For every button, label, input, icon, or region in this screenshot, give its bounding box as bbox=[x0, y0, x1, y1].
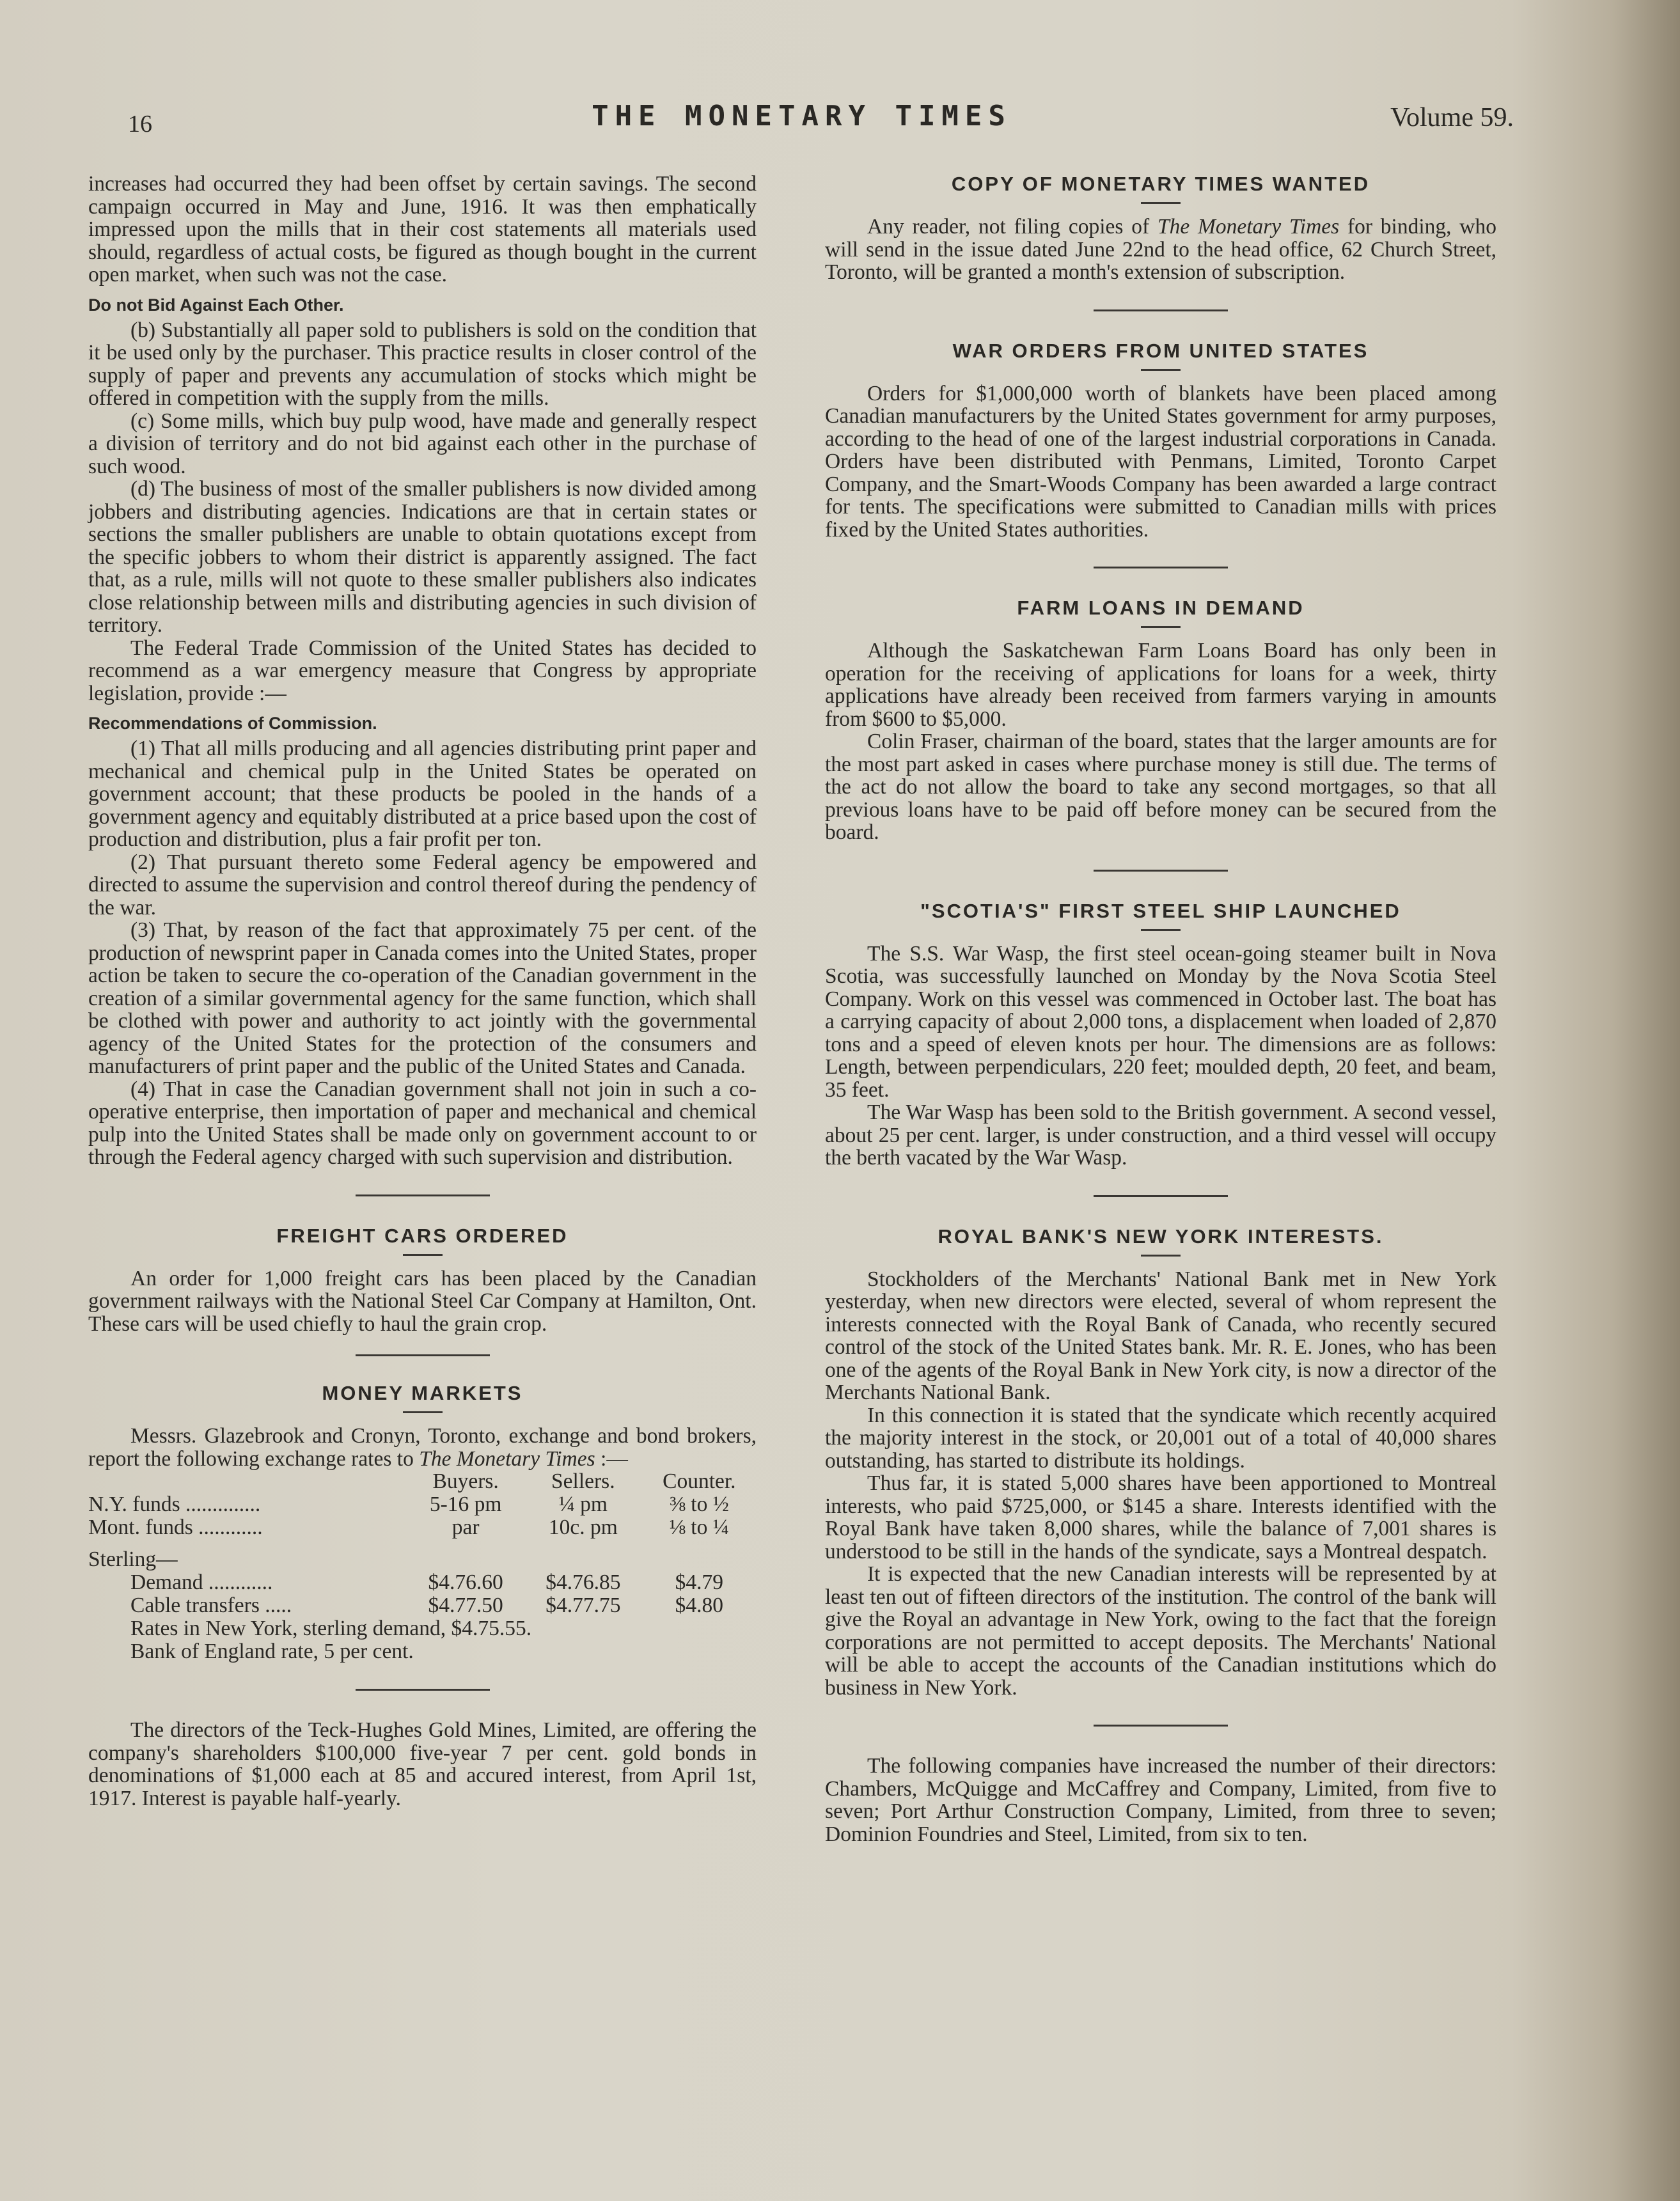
headline-rule bbox=[1141, 1255, 1181, 1257]
table-cell: $4.77.50 bbox=[428, 1594, 503, 1617]
row-label: N.Y. funds .............. bbox=[88, 1492, 261, 1516]
paragraph-d: (d) The business of most of the smaller publishers is now divided among jobbers and distributing agencies. Indications are that in certain states or sections the smaller publishers are unable to obtain quotations except from the specific jobbers to whom their district is apparently assigned. The fact that, as a rule, mills will not quote to these smaller publishers also indicates close relationship between mills and distributing agencies in such division of territory. bbox=[88, 477, 757, 637]
table-row bbox=[88, 1617, 757, 1640]
headline-rule bbox=[403, 1411, 443, 1413]
money-intro bbox=[88, 1425, 757, 1470]
col-sellers: Sellers. bbox=[551, 1469, 615, 1493]
headline-rule bbox=[1141, 369, 1181, 371]
freight-headline: FREIGHT CARS ORDERED bbox=[276, 1224, 569, 1247]
headline-rule bbox=[1141, 626, 1181, 628]
royal-bank-body-4: It is expected that the new Canadian interests will be represented by at least ten out of fifteen directors of the institution. The control of the bank will give the Royal an advantage in New York, owing to the fact that the foreign corporations are not permitted to accept deposits. The Merchants' National will be able to accept the accounts of the Canadian institutions which do business in New York. bbox=[825, 1562, 1496, 1700]
money-intro-text: Messrs. Glazebrook and Cronyn, Toronto, exchange and bond brokers, report the following exchange rates to bbox=[88, 1424, 757, 1471]
recommendation-1: (1) That all mills producing and all agencies distributing print paper and mechanical and chemical pulp in the United States be operated on government account; that these products be pooled in the hands of a government agency and equitably distributed at a price based upon the cost of production and distribution, plus a fair profit per ton. bbox=[88, 737, 757, 851]
table-cell: ⅜ to ½ bbox=[669, 1492, 729, 1516]
headline-rule bbox=[1141, 929, 1181, 931]
money-headline: MONEY MARKETS bbox=[322, 1382, 523, 1404]
table-row bbox=[88, 1571, 757, 1594]
table-cell: 10c. pm bbox=[548, 1516, 618, 1539]
subhead-recommendations: Recommendations of Commission. bbox=[88, 714, 377, 733]
copy-body-italic: The Monetary Times bbox=[1157, 215, 1340, 239]
table-header-row bbox=[88, 1470, 757, 1493]
paragraph-b: (b) Substantially all paper sold to publishers is sold on the condition that it be used only by the purchaser. This practice results in closer control of the supply of paper and prevents any accumulation of stocks which might be offered in competition with the supply from the mills. bbox=[88, 318, 757, 410]
table-cell: $4.77.75 bbox=[546, 1594, 621, 1617]
page-header bbox=[90, 96, 1514, 147]
table-row bbox=[88, 1493, 757, 1516]
left-column bbox=[88, 173, 757, 1810]
scotia-headline: "SCOTIA'S" FIRST STEEL SHIP LAUNCHED bbox=[920, 899, 1401, 922]
table-cell: ⅛ to ¼ bbox=[669, 1516, 729, 1539]
royal-bank-body-1: Stockholders of the Merchants' National Bank met in New York yesterday, when new directors were elected, several of whom represent the interests connected with the Royal Bank of Canada, who recently secured control of the stock of the United States bank. Mr. R. E. Jones, who has been one of the agents of the Royal Bank in New York city, is now a director of the Merchants National Bank. bbox=[825, 1267, 1496, 1404]
scotia-body-2: The War Wasp has been sold to the British government. A second vessel, about 25 per cent. larger, is under construction, and a third vessel will occupy the berth vacated by the War Wasp. bbox=[825, 1100, 1496, 1170]
table-row bbox=[88, 1640, 757, 1663]
boe-rate: Bank of England rate, 5 per cent. bbox=[130, 1640, 414, 1663]
table-cell: ¼ pm bbox=[558, 1492, 608, 1516]
copy-body-text: for binding, who will send in the issue dated June 22nd to the head office, 62 Church Street, Toronto, will be granted a month's extension of subscription. bbox=[825, 215, 1496, 284]
table-cell bbox=[524, 1539, 642, 1571]
teck-hughes-paragraph: The directors of the Teck-Hughes Gold Mines, Limited, are offering the company's shareholders $100,000 five-year 7 per cent. gold bonds in denominations of $1,000 each at 85 and accured interest, from April 1st, 1917. Interest is payable half-yearly. bbox=[88, 1718, 757, 1810]
right-column bbox=[825, 173, 1496, 1845]
money-intro-end: :— bbox=[601, 1446, 628, 1471]
royal-bank-headline: ROYAL BANK'S NEW YORK INTERESTS. bbox=[938, 1225, 1384, 1248]
money-intro-italic: The Monetary Times bbox=[419, 1446, 595, 1471]
table-cell bbox=[642, 1539, 757, 1571]
directors-paragraph: The following companies have increased the number of their directors: Chambers, McQuigge and McCaffrey and Company, Limited, from five to seven; Port Arthur Construction Company, Limited, from three to seven; Dominion Foundries and Steel, Limited, from six to ten. bbox=[825, 1754, 1496, 1846]
ftc-paragraph: The Federal Trade Commission of the United States has decided to recommend as a war emergency measure that Congress by appropriate legislation, provide :— bbox=[88, 636, 757, 705]
paragraph-c: (c) Some mills, which buy pulp wood, have made and generally respect a division of territory and do not bid against each other in the purchase of such wood. bbox=[88, 409, 757, 478]
section-divider bbox=[356, 1354, 490, 1356]
section-divider bbox=[356, 1194, 490, 1196]
intro-paragraph: increases had occurred they had been offset by certain savings. The second campaign occurred in May and June, 1916. It was then emphatically impressed upon the mills that in their cost statements all materials used should, regardless of actual costs, be figured as though bought in the current open market, when such was not the case. bbox=[88, 172, 757, 286]
row-label: Demand ............ bbox=[130, 1570, 273, 1594]
freight-body: An order for 1,000 freight cars has been placed by the Canadian government railways with the National Steel Car Company at Hamilton, Ont. These cars will be used chiefly to haul the grain crop. bbox=[88, 1266, 757, 1336]
recommendation-4: (4) That in case the Canadian government shall not join in such a co-operative enterprise, then importation of paper and mechanical and chemical pulp into the United States shall be made only on government account to or through the Federal agency charged with such supervision and distribution. bbox=[88, 1077, 757, 1169]
war-orders-body: Orders for $1,000,000 worth of blankets have been placed among Canadian manufacturers by the United States government for army purposes, according to the head of one of the largest industrial corporations in Canada. Orders have been distributed with Penmans, Limited, Toronto Carpet Company, and the Smart-Woods Company has been awarded a large contract for tents. The specifications were submitted to Canadian mills with prices fixed by the United States authorities. bbox=[825, 381, 1496, 542]
volume-label: Volume 59. bbox=[1390, 103, 1514, 132]
recommendation-3: (3) That, by reason of the fact that approximately 75 per cent. of the production of newsprint paper in Canada comes into the United States, proper action be taken to secure the co-operation of the Canadian government in the creation of a similar governmental agency for the same function, which shall be clothed with power and authority to act jointly with the governmental agency of the United States for the protection of the consumers and manufacturers of print paper and the public of the United States and Canada. bbox=[88, 918, 757, 1078]
table-cell bbox=[407, 1539, 524, 1571]
farm-loans-body-2: Colin Fraser, chairman of the board, states that the larger amounts are for the most part asked in cases where purchase money is still due. The terms of the act do not allow the board to take any second mortgages, so that all previous loans have to be paid off before money can be secured from the board. bbox=[825, 730, 1496, 844]
copy-wanted-body bbox=[825, 215, 1496, 284]
table-cell: $4.80 bbox=[675, 1594, 723, 1617]
page-number: 16 bbox=[128, 111, 152, 137]
headline-rule bbox=[1141, 202, 1181, 204]
section-divider bbox=[1094, 309, 1228, 311]
col-buyers: Buyers. bbox=[432, 1469, 499, 1493]
table-cell: $4.76.60 bbox=[428, 1570, 503, 1594]
ny-sterling-rate: Rates in New York, sterling demand, $4.75.55. bbox=[130, 1617, 532, 1640]
table-cell: 5-16 pm bbox=[429, 1492, 502, 1516]
section-divider bbox=[1094, 1725, 1228, 1727]
section-divider bbox=[1094, 1195, 1228, 1197]
table-cell: $4.79 bbox=[675, 1570, 723, 1594]
farm-loans-body-1: Although the Saskatchewan Farm Loans Board has only been in operation for the receiving of applications for loans for a week, thirty applications have already been received from farmers varying in amounts from $600 to $5,000. bbox=[825, 639, 1496, 731]
copy-body-text: Any reader, not filing copies of bbox=[867, 215, 1150, 239]
table-cell bbox=[88, 1470, 407, 1493]
row-label: Mont. funds ............ bbox=[88, 1516, 263, 1539]
scotia-body-1: The S.S. War Wasp, the first steel ocean-going steamer built in Nova Scotia, was successfully launched on Monday by the Nova Scotia Steel Company. Work on this vessel was commenced in October last. The boat has a carrying capacity of about 2,000 tons, a displacement when loaded of 2,870 tons and a speed of eleven knots per hour. The dimensions are as follows: Length, between perpendiculars, 220 feet; moulded depth, 20 feet, and beam, 35 feet. bbox=[825, 941, 1496, 1102]
masthead: THE MONETARY TIMES bbox=[592, 100, 1012, 132]
recommendation-2: (2) That pursuant thereto some Federal agency be empowered and directed to assume the supervision and control thereof during the pendency of the war. bbox=[88, 850, 757, 920]
royal-bank-body-3: Thus far, it is stated 5,000 shares have been apportioned to Montreal interests, who paid $725,000, or $145 a share. Interests identified with the Royal Bank have taken 8,000 shares, while the balance of 7,001 shares is understood to be still in the hands of the syndicate, says a Montreal despatch. bbox=[825, 1471, 1496, 1563]
war-orders-headline: WAR ORDERS FROM UNITED STATES bbox=[952, 339, 1369, 362]
copy-wanted-headline: COPY OF MONETARY TIMES WANTED bbox=[951, 173, 1370, 195]
royal-bank-body-2: In this connection it is stated that the syndicate which recently acquired the majority interest in the stock, or 20,001 out of a total of 40,000 shares outstanding, has started to distribute its holdings. bbox=[825, 1403, 1496, 1473]
farm-loans-headline: FARM LOANS IN DEMAND bbox=[1017, 597, 1305, 619]
table-row bbox=[88, 1516, 757, 1539]
subhead-bid: Do not Bid Against Each Other. bbox=[88, 295, 344, 315]
section-divider bbox=[1094, 567, 1228, 568]
table-row bbox=[88, 1539, 757, 1571]
row-label: Cable transfers ..... bbox=[130, 1594, 292, 1617]
headline-rule bbox=[403, 1254, 443, 1256]
row-label: Sterling— bbox=[88, 1547, 178, 1571]
section-divider bbox=[356, 1689, 490, 1691]
section-divider bbox=[1094, 870, 1228, 872]
table-cell: par bbox=[451, 1516, 480, 1539]
exchange-rates-table bbox=[88, 1470, 757, 1663]
col-counter: Counter. bbox=[663, 1469, 736, 1493]
table-row bbox=[88, 1594, 757, 1617]
table-cell: $4.76.85 bbox=[546, 1570, 621, 1594]
